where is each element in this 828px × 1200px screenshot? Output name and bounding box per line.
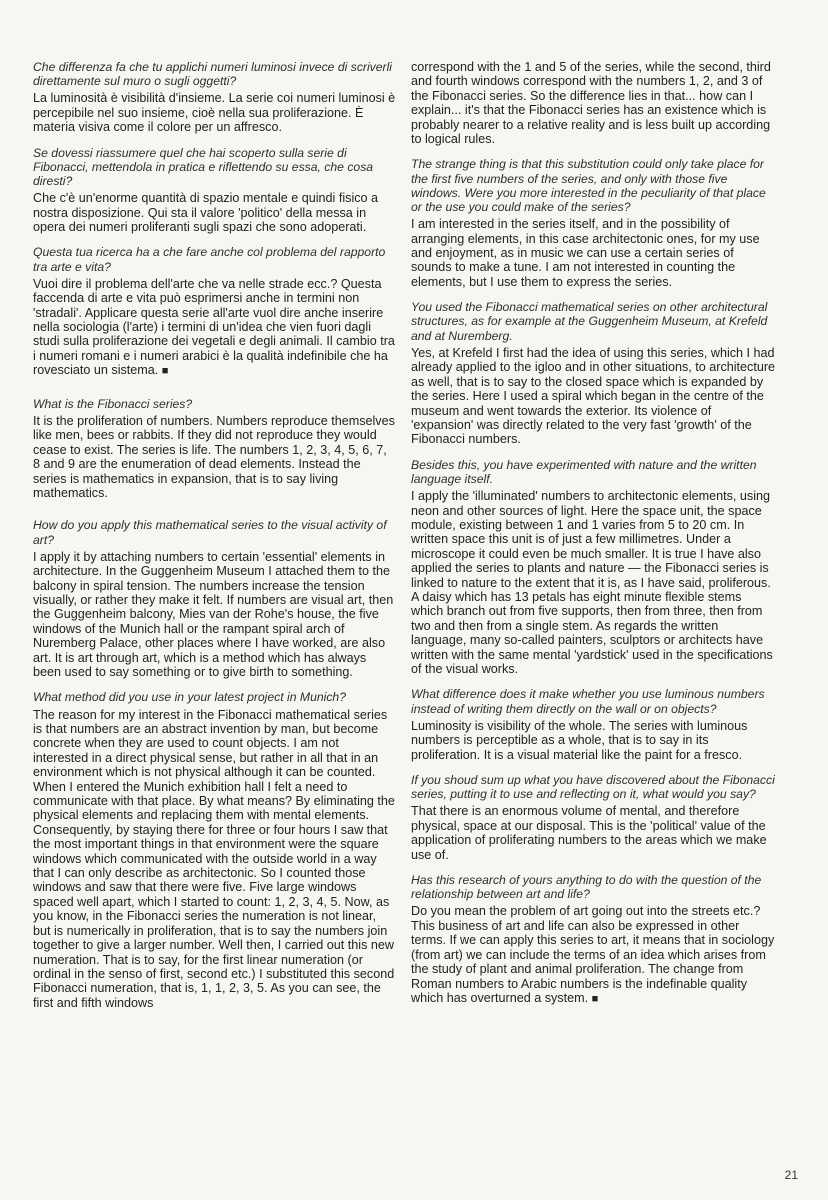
- answer-en-2: I apply it by attaching numbers to certain 'essential' elements in architecture. In the Guggenheim Museum I attached them to the balcony in spiral tension. The numbers increase the tension visually, or rather they make it felt. If numbers are visual art, then the Guggenheim balcony, Mies van der Rohe's house, the five windows of the Munich hall or the rampant spiral arch of Nuremberg Palace, other places where I have worked, are also art. It is art through art, which is a method which has always been used to say something or to give birth to something.: [33, 549, 394, 679]
- answer-it-3: [33, 277, 397, 379]
- question-en-3: What method did you use in your latest project in Munich?: [33, 690, 346, 705]
- question-en-2: How do you apply this mathematical series to the visual activity of art?: [33, 518, 387, 547]
- answer-it-1: La luminosità è visibilità d'insieme. La serie coi numeri luminosi è percepibile nel suo insieme, cioè nella sua proliferazione. È materia visiva come il colore per un affresco.: [33, 91, 396, 135]
- question-en-1: What is the Fibonacci series?: [33, 396, 193, 411]
- answer-en-3-continued: correspond with the 1 and 5 of the series, while the second, third and fourth windows correspond with the numbers 1, 2, and 3 of the Fibonacci series. So the difference lies in that... how can I explain... it's that the Fibonacci series has an existence which is probably nearer to a relative reality and is less built up according to logical rules.: [411, 60, 771, 147]
- answer-en-7: Luminosity is visibility of the whole. The series with luminous numbers is perceptible as a whole, that is to say in its proliferation. It is a visual material like the paint for a fresco.: [411, 718, 748, 762]
- answer-en-8: That there is an enormous volume of mental, and therefore physical, space at our disposal. This is the 'political' value of the application of proliferating numbers to the areas which we make use of.: [411, 804, 767, 862]
- answer-en-4: I am interested in the series itself, and in the possibility of arranging elements, in this case architectonic ones, for my use and enjoyment, as in music we can use a certain series of sounds to make a tune. I am not interested in counting the elements, but I use them to express the series.: [411, 217, 760, 289]
- left-column: [33, 60, 397, 1010]
- answer-it-3-text: Vuoi dire il problema dell'arte che va nelle strade ecc.? Questa faccenda di arte e vita può esprimersi anche in termini non 'stradali'. Applicare questa serie all'arte vuol dire anche inserire nella sociologia (l'arte) i termini di un'idea che vien fuori dagli studi sulla proliferazione dei vegetali e degli animali. Il cambio tra i numeri romani e i numeri arabici è la qualità indefinibile che ha rovesciato un sistema.: [33, 276, 395, 378]
- question-en-8: If you shoud sum up what you have discovered about the Fibonacci series, putting it to use and reflecting on it, what would you say?: [411, 773, 775, 802]
- answer-it-2: Che c'è un'enorme quantità di spazio mentale e quindi fisico a nostra disposizione. Qui sta il valore 'politico' della messa in opera dei numeri proliferanti sugli spazi che sono adoperati.: [33, 191, 379, 235]
- question-en-5: You used the Fibonacci mathematical series on other architectural structures, as for example at the Guggenheim Museum, at Krefeld and at Nuremberg.: [411, 300, 768, 343]
- answer-en-9-text: Do you mean the problem of art going out into the streets etc.? This business of art and life can also be expressed in other terms. If we can apply this series to art, it means that in sociology (from art) we can include the terms of an idea which arises from the study of plant and animal proliferation. The change from Roman numbers to Arabic numbers is the indefinable quality which has overturned a system.: [411, 904, 775, 1005]
- question-en-7: What difference does it make whether you use luminous numbers instead of writing them directly on the wall or on objects?: [411, 687, 765, 716]
- right-column: [411, 60, 776, 1006]
- answer-en-3: The reason for my interest in the Fibonacci mathematical series is that numbers are an abstract invention by man, but become concrete when they are used to count objects. I am not interested in a direct physical sense, but rather in all that in an environment which is not physical although it can be counted. When I entered the Munich exhibition hall I felt a need to communicate with that place. By what means? By eliminating the physical elements and replacing them with mental elements. Consequently, by staying there for three or four hours I saw that the most important things in that environment were the square windows which communicated with the outside world in a way that I can only describe as architectonic. So I counted those windows and saw that there were five. Five large windows spaced well apart, which I started to count: 1, 2, 3, 4, 5. Now, as you know, in the Fibonacci series the numeration is not linear, but is numerically in proliferation, that is to say the numbers join together to give a larger number. Well then, I carried out this new numeration. That is to say, for the first linear numeration (or ordinal in the senso of first, second etc.) I substituted this second Fibonacci numeration, that is, 1, 1, 2, 3, 5. As you can see, the first and fifth windows: [33, 707, 395, 1010]
- page-number: 21: [784, 1168, 798, 1182]
- end-mark: ■: [591, 992, 599, 1005]
- question-en-6: Besides this, you have experimented with nature and the written language itself.: [411, 457, 757, 486]
- question-it-1: Che differenza fa che tu applichi numeri luminosi invece di scriverli direttamente sul muro o sugli oggetti?: [33, 60, 393, 89]
- question-en-9: Has this research of yours anything to do with the question of the relationship between art and life?: [411, 873, 762, 902]
- question-en-4: The strange thing is that this substitution could only take place for the first five numbers of the series, and only with those five windows. Were you more interested in the peculiarity of that place or the use you could make of the series?: [411, 157, 766, 215]
- answer-en-5: Yes, at Krefeld I first had the idea of using this series, which I had already applied to the igloo and in other situations, to architecture as well, that is to say to the closed space which is expanded by the series. Here I used a spiral which began in the centre of the museum and went towards the exterior. Its violence of 'expansion' was directly related to the very fast 'growth' of the Fibonacci numbers.: [411, 345, 776, 447]
- answer-en-1: It is the proliferation of numbers. Numbers reproduce themselves like men, bees or rabbits. If they did not reproduce they would cease to exist. The series is life. The numbers 1, 2, 3, 4, 5, 6, 7, 8 and 9 are the enumeration of dead elements. Instead the series is mathematics in expansion, that is to say living mathematics.: [33, 413, 395, 500]
- question-it-2: Se dovessi riassumere quel che hai scoperto sulla serie di Fibonacci, mettendola in pratica e riflettendo su essa, che cosa diresti?: [33, 145, 374, 189]
- answer-en-9: [411, 904, 776, 1006]
- question-it-3: Questa tua ricerca ha a che fare anche col problema del rapporto tra arte e vita?: [33, 245, 386, 274]
- end-mark: ■: [161, 365, 169, 378]
- answer-en-6: I apply the 'illuminated' numbers to architectonic elements, using neon and other sources of light. Here the space unit, the space module, existing between 1 and 1 varies from 5 to 20 cm. In written space this unit is of just a few millimetres. Under a microscope it could even be much smaller. It is true I have also applied the series to plants and nature — the Fibonacci series is linked to nature to the extent that it is, as I have said, proliferous. A daisy which has 13 petals has eight minute flexible stems which branch out from five supports, then from three, then from two and then from a single stem. As regards the written language, many so-called painters, sculptors or architects have written with the same mental 'yardstick' used in the specifications of the visual works.: [411, 489, 773, 677]
